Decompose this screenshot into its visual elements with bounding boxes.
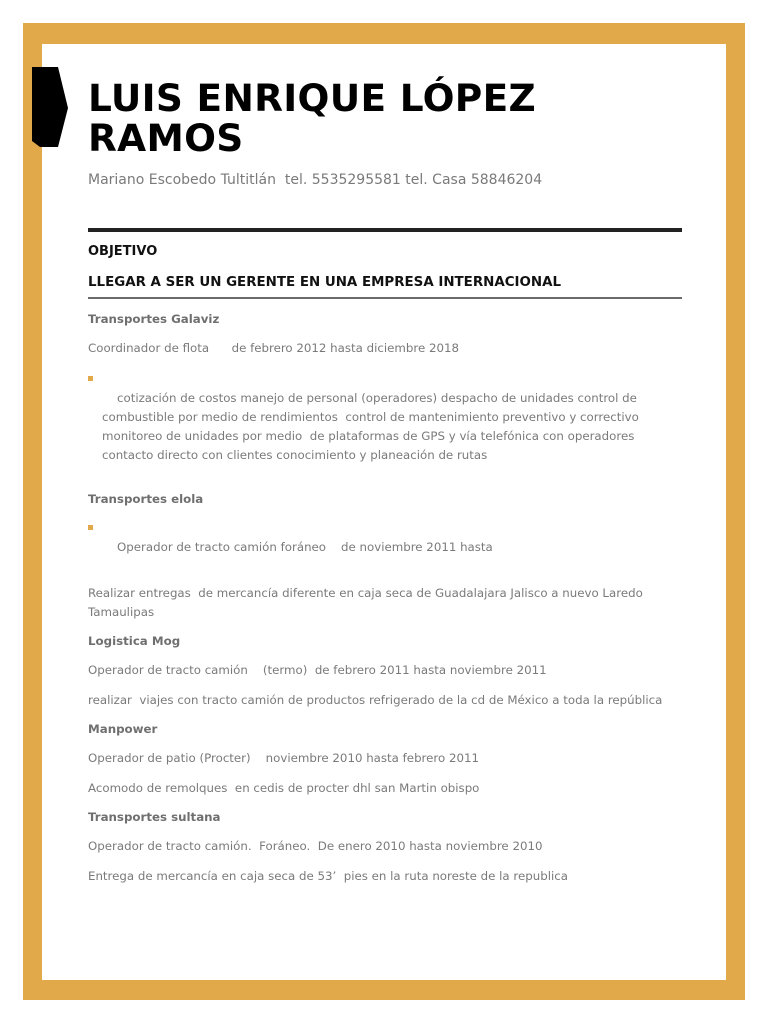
company-name: Logistica Mog [88, 634, 181, 648]
section-divider-thick [88, 228, 682, 232]
company-name: Manpower [88, 722, 158, 736]
job-detail: Realizar entregas de mercancía diferente en caja seca de Guadalajara Jalisco a nuevo Laredo Tamaulipas [88, 586, 647, 619]
section-divider-thin [88, 297, 682, 299]
job-role: Operador de patio (Procter) noviembre 2010 hasta febrero 2011 [88, 751, 479, 765]
company-name: Transportes Galaviz [88, 312, 220, 326]
company-name: Transportes elola [88, 492, 204, 506]
job-bullet [88, 370, 682, 484]
job-role: Coordinador de flota de febrero 2012 hasta diciembre 2018 [88, 341, 460, 355]
objective-statement: LLEGAR A SER UN GERENTE EN UNA EMPRESA INTERNACIONAL [88, 275, 562, 290]
company-name: Transportes sultana [88, 810, 221, 824]
bookmark-tab-icon [32, 67, 68, 149]
job-bullet-text: Operador de tracto camión foráneo de noviembre 2011 hasta [117, 540, 493, 554]
job-bullet [88, 519, 682, 576]
job-detail: Entrega de mercancía en caja seca de 53’ pies en la ruta noreste de la republica [88, 869, 568, 883]
candidate-name: LUIS ENRIQUE LÓPEZ RAMOS [88, 76, 536, 160]
contact-info: Mariano Escobedo Tultitlán tel. 5535295581 tel. Casa 58846204 [88, 172, 543, 188]
job-detail: Acomodo de remolques en cedis de procter dhl san Martin obispo [88, 781, 480, 795]
job-role: Operador de tracto camión. Foráneo. De enero 2010 hasta noviembre 2010 [88, 839, 543, 853]
job-detail: realizar viajes con tracto camión de productos refrigerado de la cd de México a toda la república [88, 693, 663, 707]
job-role: Operador de tracto camión (termo) de febrero 2011 hasta noviembre 2011 [88, 663, 547, 677]
bullet-square-icon [88, 376, 93, 381]
job-bullet-text: cotización de costos manejo de personal (operadores) despacho de unidades control de combustible por medio de rendimientos control de mantenimiento preventivo y correctivo monitoreo de unidades por medio de plataformas de GPS y vía telefónica con operadores contacto directo con clientes conocimiento y planeación de rutas [102, 391, 643, 462]
bullet-square-icon [88, 525, 93, 530]
objective-heading: OBJETIVO [88, 244, 158, 259]
resume-content [88, 78, 682, 886]
